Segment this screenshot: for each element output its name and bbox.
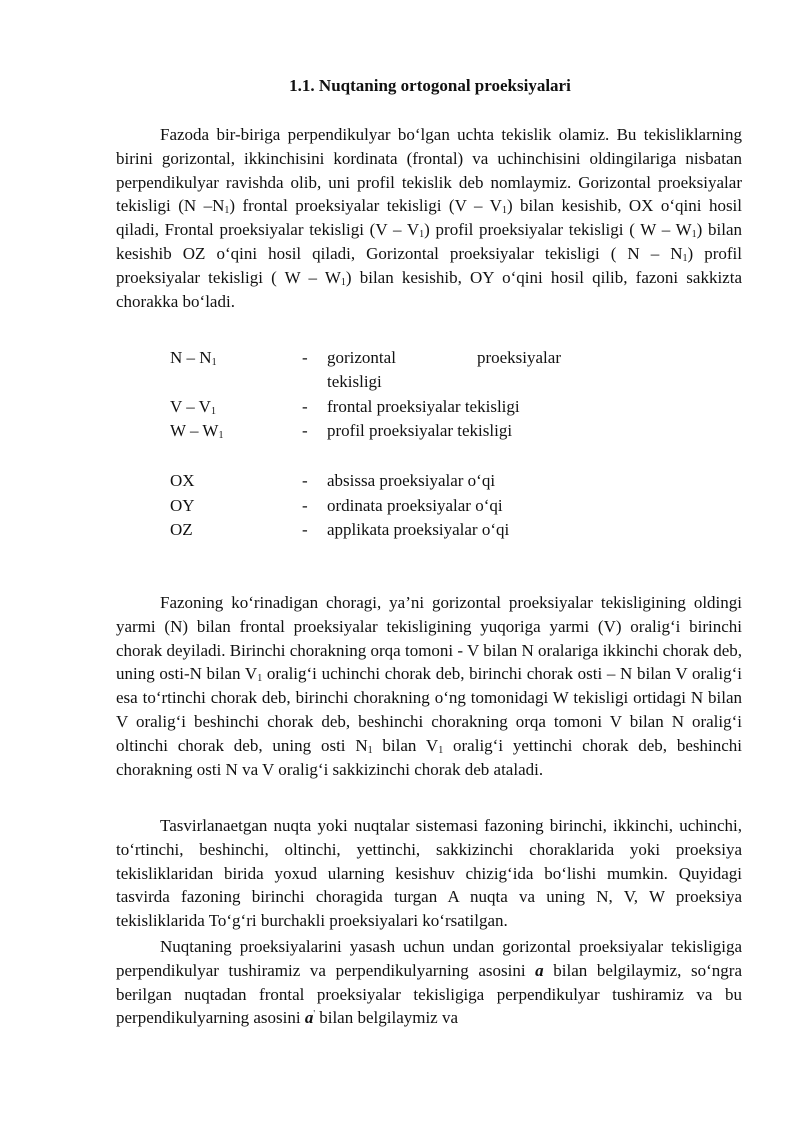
definition-term: W – $W_1$: [170, 421, 224, 441]
definition-description: gorizontal proeksiyalar: [327, 348, 561, 367]
definition-dash: -: [302, 471, 308, 490]
definition-dash: -: [302, 520, 308, 539]
definition-dash: -: [302, 496, 308, 515]
paragraph-point-location: Tasvirlanaetgan nuqta yoki nuqtalar sistemasi fazoning birinchi, ikkinchi, uchinchi, toʻrtinchi, beshinchi, oltinchi, yettinchi, sakkizinchi choraklarida yoki proeksiya tekisliklaridan birida yoxud ularning kesishuv chizigʻida boʻlishi mumkin. Quyidagi tasvirda fazoning birinchi choragida turgan A nuqta va uning N, V, W proeksiya tekisliklarida Toʻgʻri burchakli proeksiyalari koʻrsatilgan.: [116, 816, 742, 931]
definition-description: ordinata proeksiyalar oʻqi: [327, 496, 503, 515]
definition-dash: -: [302, 421, 308, 440]
definition-description: absissa proeksiyalar oʻqi: [327, 471, 496, 490]
paragraph-quadrants: Fazoning koʻrinadigan choragi, ya’ni gorizontal proeksiyalar tekisligining oldingi yarmi (N) bilan frontal proeksiyalar tekisligining yuqoriga yarmi (V) oraligʻi birinchi chorak deyiladi. Birinchi chorakning orqa tomoni - V bilan N oralariga ikkinchi chorak deb, uning osti-N bilan $V_1$ oraligʻi uchinchi chorak deb, birinchi chorak osti – N bilan V oraligʻi esa toʻrtinchi chorak deb, birinchi chorakning oʻng tomonidagi W tekisligi ortidagi N bilan V oraligʻi beshinchi chorak deb, beshinchi chorakning orqa tomoni V bilan N oraligʻi oltinchi chorak deb, uning osti $N_1$ bilan $V_1$ oraligʻi yettinchi chorak deb, beshinchi chorakning osti N va V oraligʻi sakkizinchi chorak deb ataladi.: [116, 593, 743, 779]
definition-description-continued: tekisligi: [327, 372, 382, 391]
definition-dash: -: [302, 397, 308, 416]
definition-term: OX: [170, 471, 195, 490]
definition-description: applikata proeksiyalar oʻqi: [327, 520, 510, 539]
definition-description: profil proeksiyalar tekisligi: [327, 421, 513, 440]
definition-dash: -: [302, 348, 308, 367]
paragraph-construction: Nuqtaning proeksiyalarini yasash uchun undan gorizontal proeksiyalar tekisligiga perpendikulyar tushiramiz va perpendikulyarning asosini a bilan belgilaymiz, soʻngra berilgan nuqtadan frontal proeksiyalar tekisligiga perpendikulyar tushiramiz va bu perpendikulyarning asosini a' bilan belgilaymiz va: [116, 937, 743, 1028]
definition-term: N – $N_1$: [170, 348, 217, 368]
definition-description: frontal proeksiyalar tekisligi: [327, 397, 520, 416]
definition-term: OY: [170, 496, 195, 515]
paragraph-intro: Fazoda bir-biriga perpendikulyar boʻlgan uchta tekislik olamiz. Bu tekisliklarning birini gorizontal, ikkinchisini kordinata (frontal) va uchinchisini oldingilariga nisbatan perpendikulyar ravishda olib, uni profil tekislik deb nomlaymiz. Gorizontal proeksiyalar tekisligi (N $-N_1$) frontal proeksiyalar tekisligi $(V - V_1)$ bilan kesishib, OX oʻqini hosil qiladi, Frontal proeksiyalar tekisligi $(V - V_1)$ profil proeksiyalar tekisligi ( W – $W_1$) bilan kesishib OZ oʻqini hosil qiladi, Gorizontal proeksiyalar tekisligi ( N – $N_1$) profil proeksiyalar tekisligi ( W – $W_1$) bilan kesishib, OY oʻqini hosil qilib, fazoni sakkizta chorakka boʻladi.: [116, 125, 743, 311]
section-heading: 1.1. Nuqtaning ortogonal proeksiyalari: [289, 76, 571, 95]
definition-term: V – $V_1$: [170, 397, 216, 417]
definition-term: OZ: [170, 520, 193, 539]
